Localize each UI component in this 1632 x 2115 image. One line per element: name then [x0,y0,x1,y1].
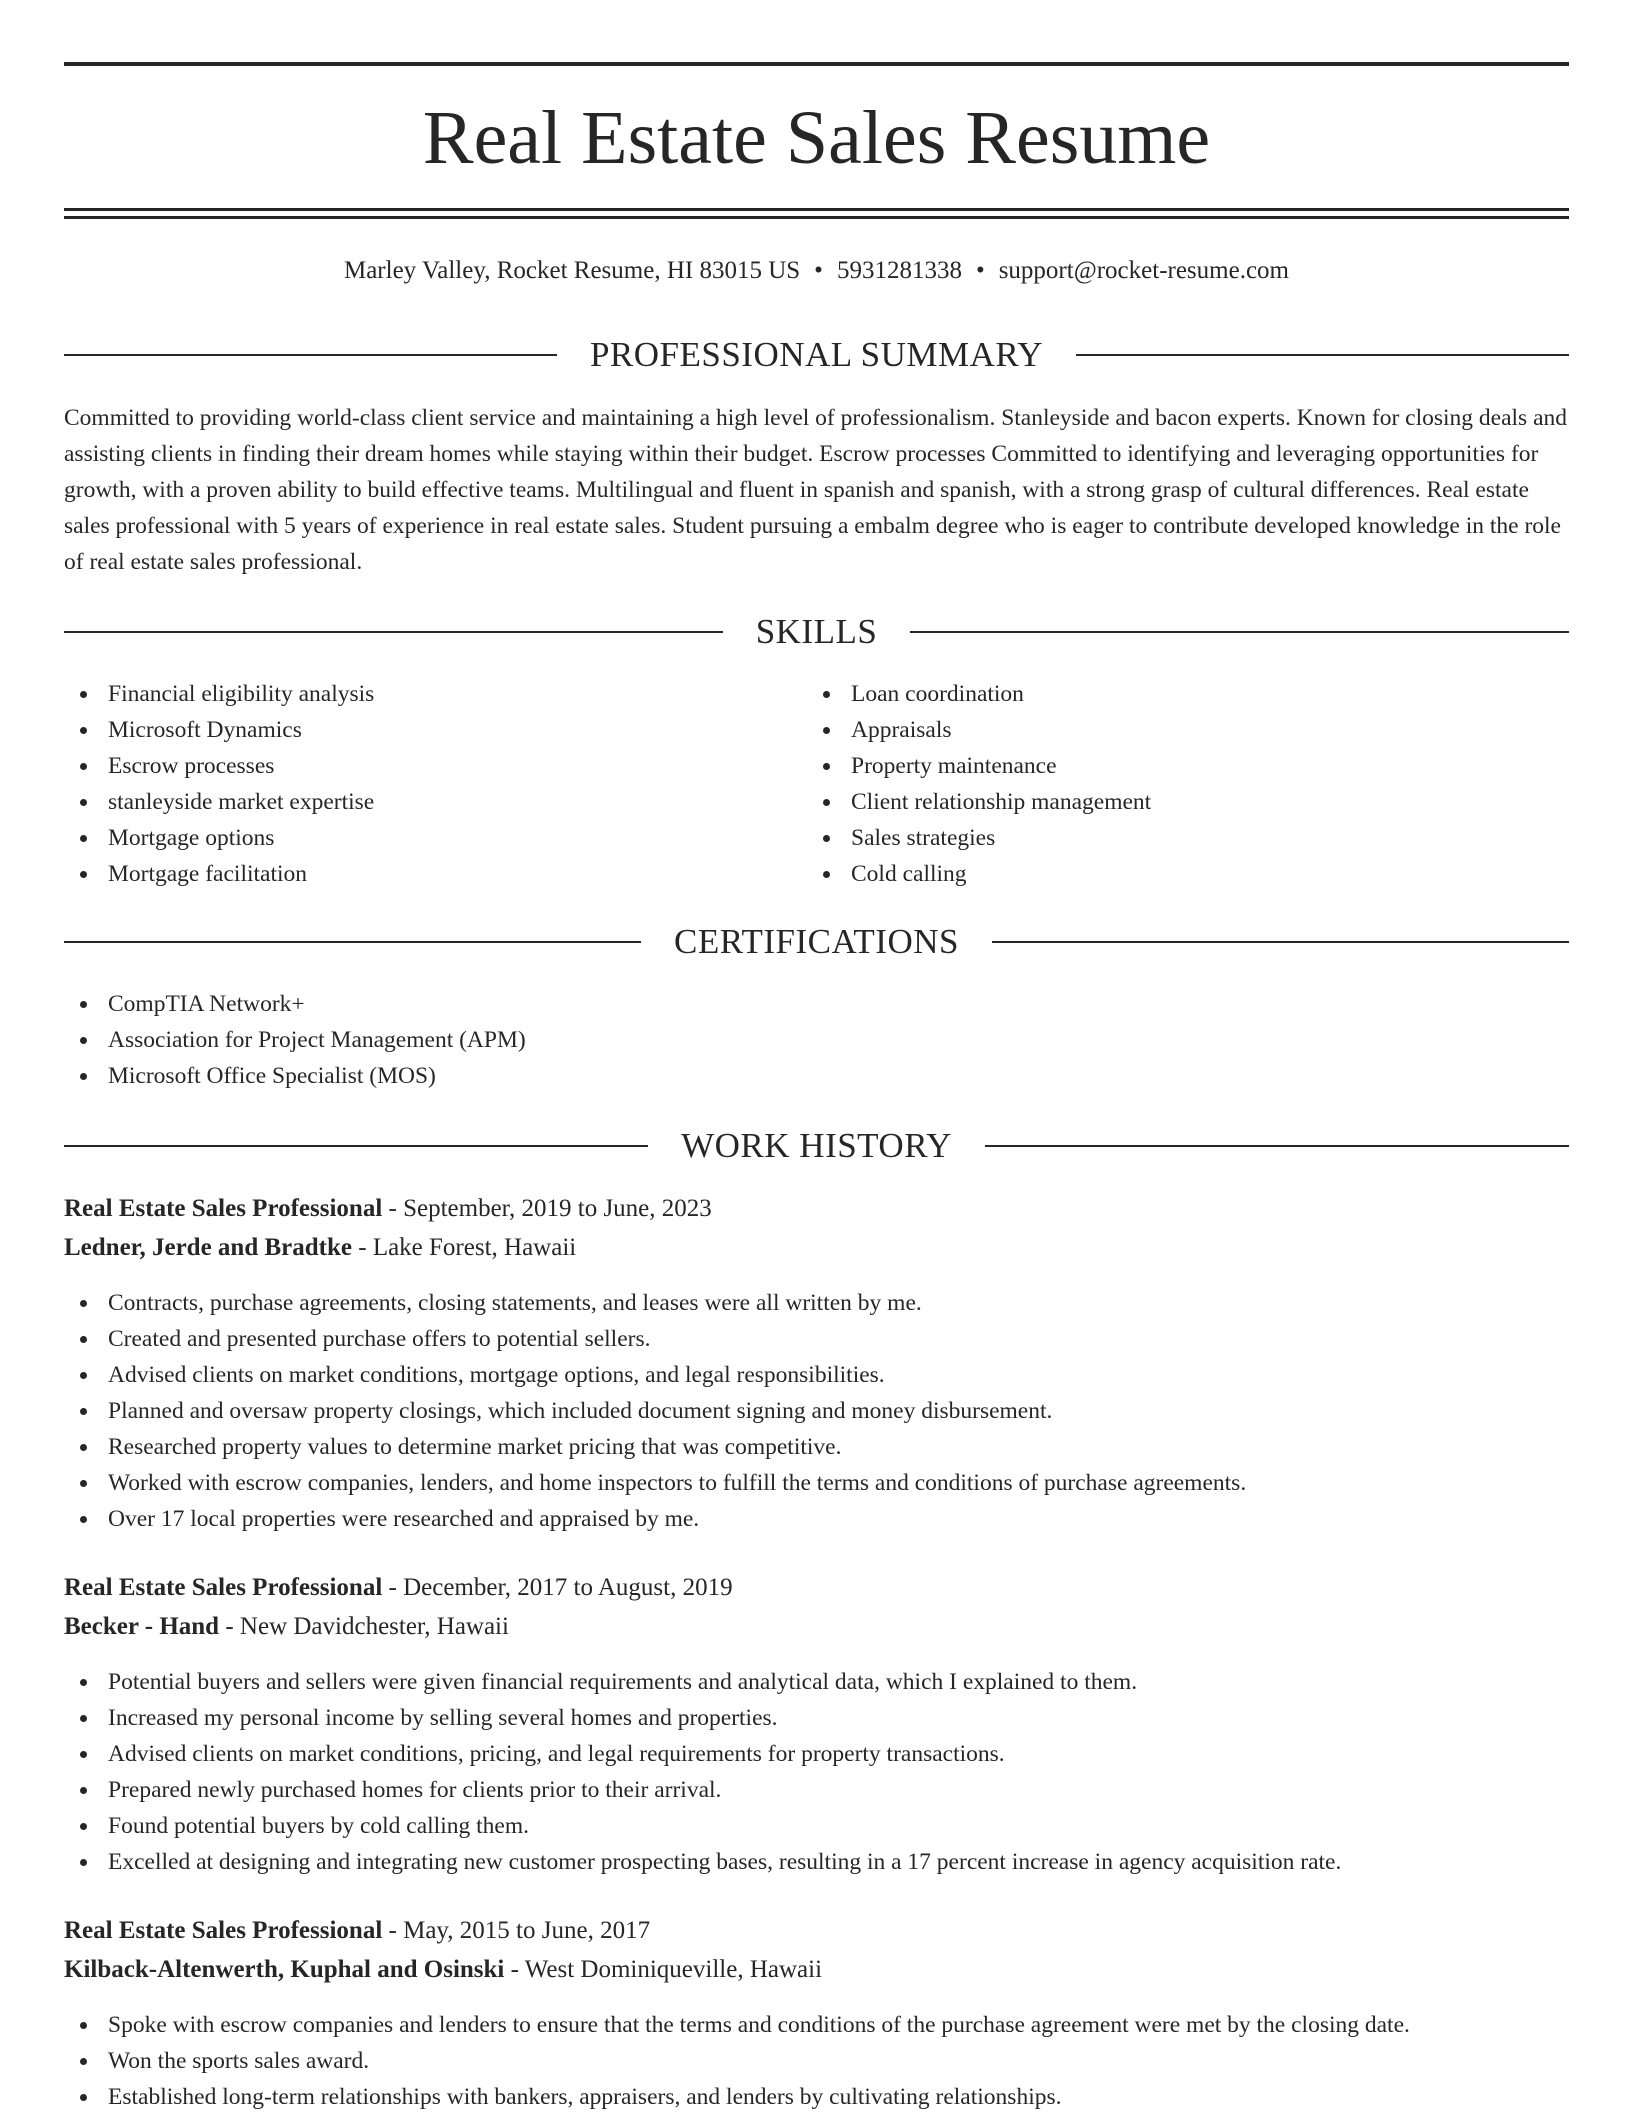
certifications-heading-label: CERTIFICATIONS [674,922,959,961]
skill-item: Microsoft Dynamics [64,712,374,748]
job-location: Lake Forest, Hawaii [372,1234,577,1261]
job-company: Becker - Hand [64,1613,220,1640]
contact-phone: 5931281338 [836,257,962,284]
job-duty: Worked with escrow companies, lenders, and home inspectors to fulfill the terms and conditions of purchase agreements. [64,1465,1246,1501]
heading-rule [985,1145,1569,1147]
job-dash: - [388,1917,397,1944]
job-role-line [64,1569,733,1607]
job-location: West Dominiqueville, Hawaii [524,1956,823,1983]
job-duty: Potential buyers and sellers were given financial requirements and analytical data, which I explained to them. [64,1664,1341,1700]
heading-rule [992,941,1569,943]
skill-item: Property maintenance [807,748,1151,784]
job-company-line [64,1951,822,1989]
job-duty: Researched property values to determine market pricing that was competitive. [64,1429,1246,1465]
contact-email: support@rocket-resume.com [998,257,1289,284]
heading-rule [64,941,641,943]
skill-item: Mortgage options [64,820,374,856]
job-duty: Spoke with escrow companies and lenders to ensure that the terms and conditions of the purchase agreement were met by the closing date. [64,2007,1410,2043]
job-duty: Planned and oversaw property closings, which included document signing and money disbursement. [64,1393,1246,1429]
skill-item: stanleyside market expertise [64,784,374,820]
skill-item: Sales strategies [807,820,1151,856]
skill-item: Financial eligibility analysis [64,676,374,712]
job-role: Real Estate Sales Professional [64,1195,383,1222]
job-dates: May, 2015 to June, 2017 [403,1917,651,1944]
job-company-line [64,1229,576,1267]
job-role-line [64,1912,650,1950]
heading-rule [64,631,723,633]
certification-item: Association for Project Management (APM) [64,1022,526,1058]
heading-rule [1076,354,1569,356]
job-duty: Excelled at designing and integrating new customer prospecting bases, resulting in a 17 percent increase in agency acquisition rate. [64,1844,1341,1880]
skill-item: Client relationship management [807,784,1151,820]
contact-separator: • [814,257,823,284]
contact-line [64,254,1569,288]
job-duty: Established long-term relationships with bankers, appraisers, and lenders by cultivating relationships. [64,2079,1410,2115]
skills-list-right [807,676,1151,892]
heading-rule [64,354,557,356]
resume-title: Real Estate Sales Resume [422,96,1211,180]
job-dash: - [388,1574,397,1601]
job-dash: - [388,1195,397,1222]
heading-rule [910,631,1569,633]
skill-item: Appraisals [807,712,1151,748]
work-history-heading [64,1124,1569,1168]
job-role: Real Estate Sales Professional [64,1917,383,1944]
job-duties-list [64,1664,1341,1880]
job-duties-list [64,2007,1410,2115]
heading-rule [64,1145,648,1147]
top-rule [64,62,1569,66]
job-dates: December, 2017 to August, 2019 [403,1574,733,1601]
job-duty: Won the sports sales award. [64,2043,1410,2079]
job-duty: Prepared newly purchased homes for clients prior to their arrival. [64,1772,1341,1808]
job-duty: Found potential buyers by cold calling them. [64,1808,1341,1844]
contact-address: Marley Valley, Rocket Resume, HI 83015 US [343,257,801,284]
job-duty: Contracts, purchase agreements, closing statements, and leases were all written by me. [64,1285,1246,1321]
contact-separator: • [975,257,985,284]
job-dash: - [510,1956,519,1983]
certifications-heading [64,920,1569,964]
certifications-list [64,986,526,1094]
skills-heading-label: SKILLS [755,612,878,651]
certification-item: CompTIA Network+ [64,986,526,1022]
skill-item: Escrow processes [64,748,374,784]
certification-item: Microsoft Office Specialist (MOS) [64,1058,526,1094]
summary-heading-label: PROFESSIONAL SUMMARY [589,335,1044,374]
job-duty: Advised clients on market conditions, mortgage options, and legal responsibilities. [64,1357,1246,1393]
job-role-line [64,1190,712,1228]
job-duty: Over 17 local properties were researched and appraised by me. [64,1501,1246,1537]
title-rule-upper [64,208,1569,211]
skill-item: Cold calling [807,856,1151,892]
job-duty: Increased my personal income by selling several homes and properties. [64,1700,1341,1736]
job-duties-list [64,1285,1246,1537]
summary-heading [64,333,1569,377]
title-rule-lower [64,216,1569,219]
skills-list-left [64,676,374,892]
job-dash: - [225,1613,234,1640]
skill-item: Mortgage facilitation [64,856,374,892]
job-dates: September, 2019 to June, 2023 [403,1195,712,1222]
job-company: Kilback-Altenwerth, Kuphal and Osinski [64,1956,505,1983]
summary-text: Committed to providing world-class client service and maintaining a high level of professionalism. Stanleyside and bacon experts. Known for closing deals and assisting clients in finding their dream homes while staying within their budget. Escrow processes Committed to identifying and leveraging opportunities for growth, with a proven ability to build effective teams. Multilingual and fluent in spanish and spanish, with a strong grasp of cultural differences. Real estate sales professional with 5 years of experience in real estate sales. Student pursuing a embalm degree who is eager to contribute developed knowledge in the role of real estate sales professional. [64,405,1568,575]
job-duty: Advised clients on market conditions, pricing, and legal requirements for property transactions. [64,1736,1341,1772]
job-dash: - [358,1234,367,1261]
job-company-line [64,1608,509,1646]
skill-item: Loan coordination [807,676,1151,712]
work-history-heading-label: WORK HISTORY [681,1126,952,1165]
skills-heading [64,610,1569,654]
job-company: Ledner, Jerde and Bradtke [64,1234,352,1261]
job-location: New Davidchester, Hawaii [239,1613,509,1640]
job-duty: Created and presented purchase offers to potential sellers. [64,1321,1246,1357]
job-role: Real Estate Sales Professional [64,1574,383,1601]
